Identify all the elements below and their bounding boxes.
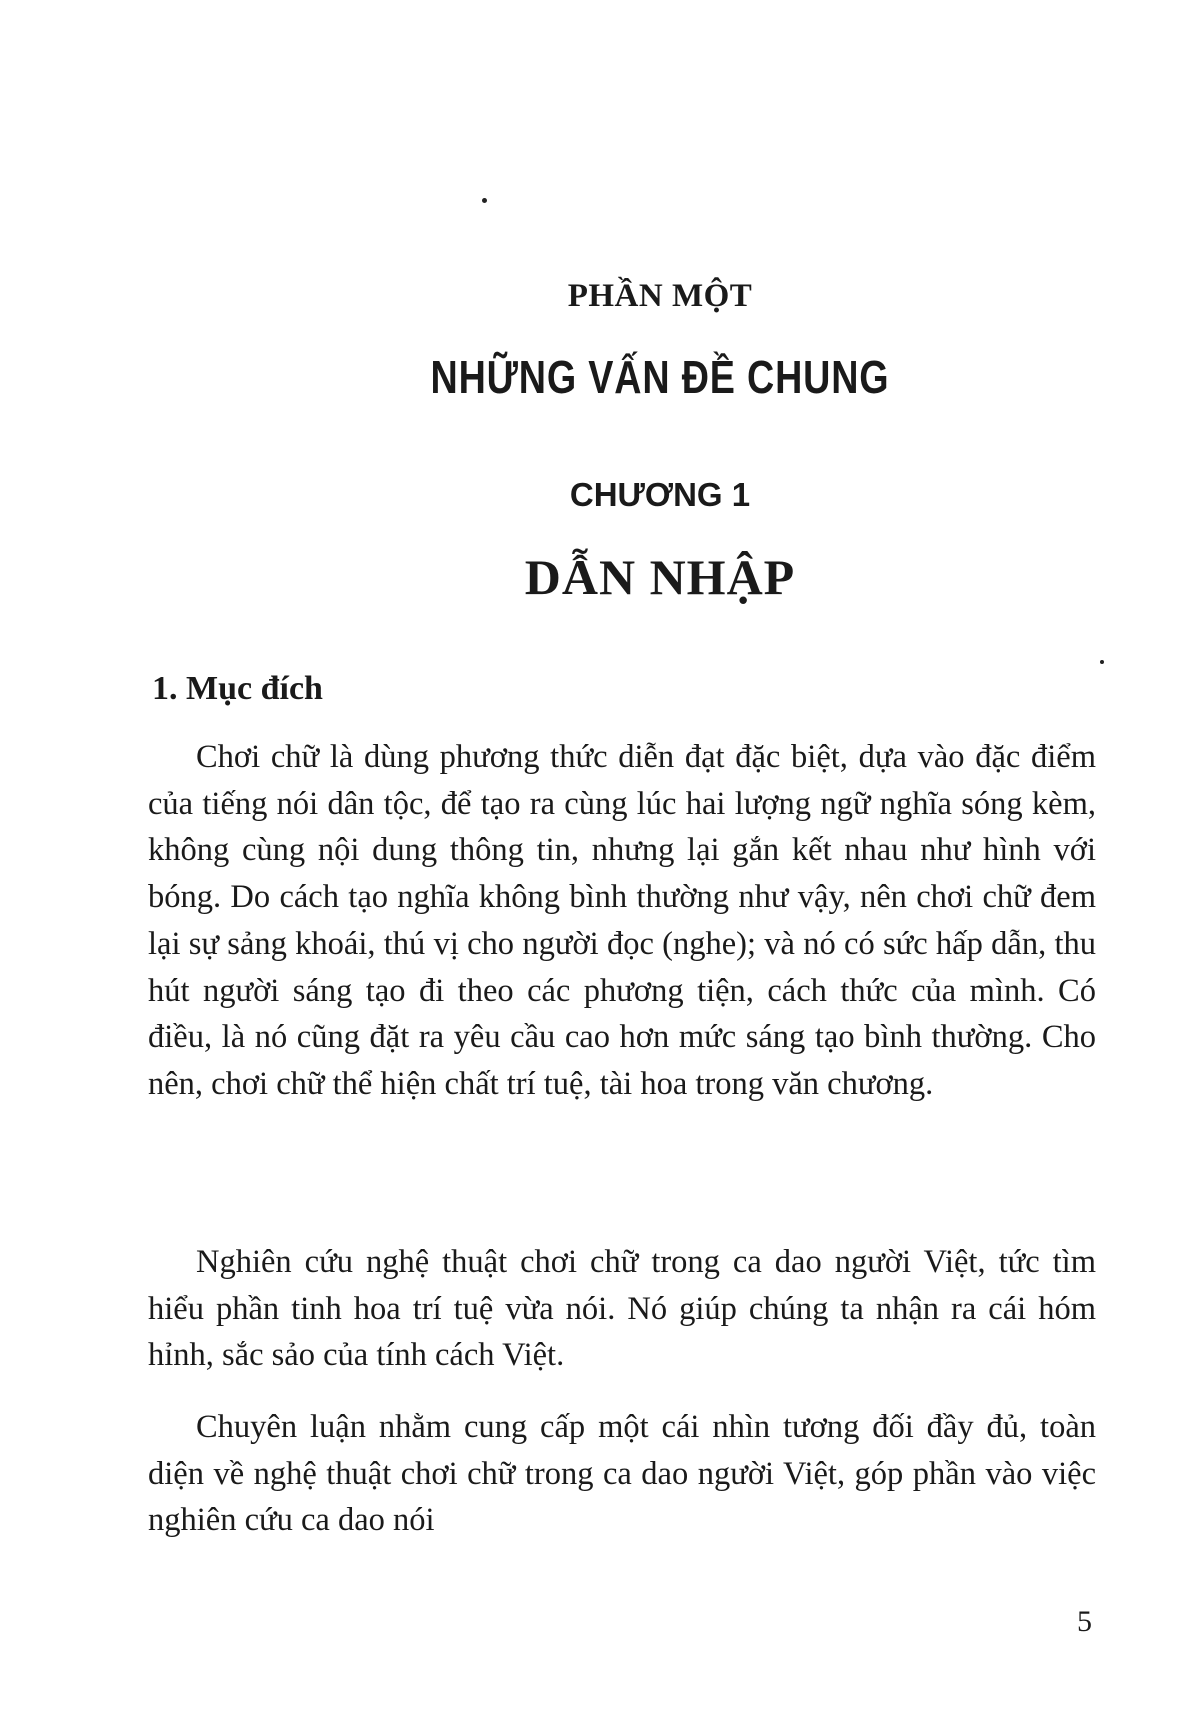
part-label: PHẦN MỘT (567, 278, 753, 314)
part-title: NHỮNG VẤN ĐỀ CHUNG (430, 351, 890, 403)
scan-speck (482, 198, 487, 203)
chapter-label: CHƯƠNG 1 (569, 476, 751, 513)
body-paragraph: Nghiên cứu nghệ thuật chơi chữ trong ca dao người Việt, tức tìm hiểu phần tinh hoa trí tuệ vừa nói. Nó giúp chúng ta nhận ra cái hóm hỉnh, sắc sảo của tính cách Việt. (148, 1244, 1096, 1374)
body-paragraph: Chuyên luận nhằm cung cấp một cái nhìn tương đối đầy đủ, toàn diện về nghệ thuật chơi chữ trong ca dao người Việt, góp phần vào việc nghiên cứu ca dao nói (148, 1409, 1096, 1539)
body-paragraph: Chơi chữ là dùng phương thức diễn đạt đặc biệt, dựa vào đặc điểm của tiếng nói dân tộc, để tạo ra cùng lúc hai lượng ngữ nghĩa sóng kèm, không cùng nội dung thông tin, nhưng lại gắn kết nhau như hình với bóng. Do cách tạo nghĩa không bình thường như vậy, nên chơi chữ đem lại sự sảng khoái, thú vị cho người đọc (nghe); và nó có sức hấp dẫn, thu hút người sáng tạo đi theo các phương tiện, cách thức của mình. Có điều, là nó cũng đặt ra yêu cầu cao hơn mức sáng tạo bình thường. Cho nên, chơi chữ thể hiện chất trí tuệ, tài hoa trong văn chương. (148, 739, 1096, 1102)
chapter-title: DẪN NHẬP (524, 549, 796, 605)
scan-speck (1100, 660, 1104, 664)
page-number: 5 (1077, 1605, 1092, 1638)
section-heading: 1. Mục đích (152, 670, 323, 707)
